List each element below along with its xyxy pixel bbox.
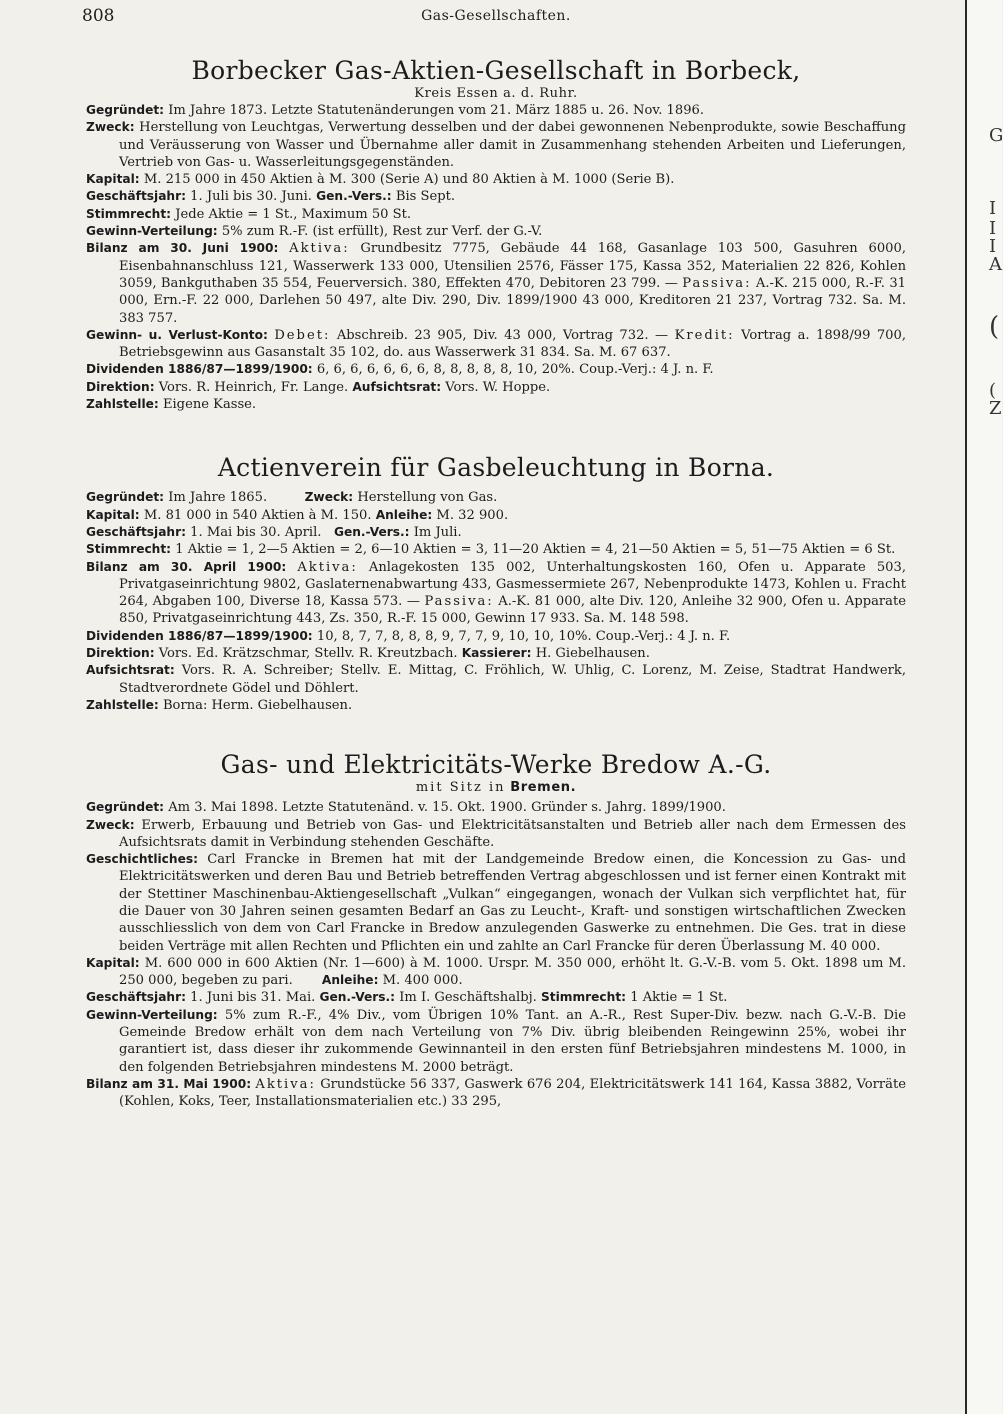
balance-sheet-line: Bilanz am 30. Juni 1900: Aktiva: Grundbesitz 7775, Gebäude 44 168, Gasanlage 103 500, Gasuhren 6000, Eisenbahnanschluss 121, Wasserwerk 133 000, Utensilien 2576, Fässer 175, Kassa 352, Materialien 22 826, Kohlen 3059, Bankguthaben 35 554, Feuerversich. 380, Effekten 470, Debitoren 23 799. — Passiva: A.-K. 215 000, R.-F. 31 000, Ern.-F. 22 000, Darlehen 50 497, alte Div. 290, Div. 1899/1900 43 000, Kreditoren 21 237, Vortrag 732. Sa. M. 383 757. <box>86 241 906 326</box>
capital-line: Kapital: M. 215 000 in 450 Aktien à M. 300 (Serie A) und 80 Aktien à M. 1000 (Serie B). <box>86 172 675 188</box>
capital-line: Kapital: M. 81 000 in 540 Aktien à M. 150. Anleihe: M. 32 900. <box>86 507 509 523</box>
edge-glyph: ( <box>989 380 997 401</box>
founded-line: Gegründet: Im Jahre 1873. Letzte Statutenänderungen vom 21. März 1885 u. 26. Nov. 1896. <box>86 103 705 118</box>
company-entry-borbeck <box>86 56 906 413</box>
history-line: Geschichtliches: Carl Francke in Bremen hat mit der Landgemeinde Bredow einen, die Koncession zu Gas- und Elektricitätswerken und deren Bau und Betrieb betreffenden Vertrag abgeschlossen und ist ferner einen Kontrakt mit der Stettiner Maschinenbau-Aktiengesellschaft „Vulkan“ eingegangen, wonach der Vulkan sich verpflichtet hat, für die Dauer von 30 Jahren seinen gesamten Bedarf an Gas zu Leucht-, Kraft- und sonstigen wirtschaftlichen Zwecken ausschliesslich von dem von Carl Francke in Bredow anzulegenden Gaswerke zu entnehmen. Die Ges. trat in diese beiden Verträge mit allen Rechten und Pflichten ein und zahlte an Carl Francke für deren Überlassung M. 40 000. <box>86 852 906 954</box>
management-line: Direktion: Vors. Ed. Krätzschmar, Stellv. R. Kreutzbach. Kassierer: H. Giebelhausen. <box>86 646 650 662</box>
voting-line: Stimmrecht: Jede Aktie = 1 St., Maximum 50 St. <box>86 206 412 222</box>
voting-line: Stimmrecht: 1 Aktie = 1, 2—5 Aktien = 2, 6—10 Aktien = 3, 11—20 Aktien = 4, 21—50 Aktien = 5, 51—75 Aktien = 6 St. <box>86 542 896 558</box>
document-page <box>82 0 907 1111</box>
balance-sheet-line: Bilanz am 30. April 1900: Aktiva: Anlagekosten 135 002, Unterhaltungskosten 160, Ofen u. Apparate 503, Privatgaseinrichtung 9802, Gaslaternenabwartung 433, Gasmessermiete 267, Nebenprodukte 1473, Kohlen u. Fracht 264, Abgaben 100, Diverse 18, Kassa 573. — Passiva: A.-K. 81 000, alte Div. 120, Anleihe 32 900, Ofen u. Apparate 850, Privatgaseinrichtung 443, Zs. 350, R.-F. 15 000, Gewinn 17 933. Sa. M. 148 598. <box>86 559 906 627</box>
profit-distribution-line: Gewinn-Verteilung: 5% zum R.-F. (ist erfüllt), Rest zur Verf. der G.-V. <box>86 224 543 240</box>
company-title: Actienverein für Gasbeleuchtung in Borna. <box>217 453 775 483</box>
founded-line: Gegründet: Am 3. Mai 1898. Letzte Statutenänd. v. 15. Okt. 1900. Gründer s. Jahrg. 1899/1900. <box>86 800 726 816</box>
purpose-line: Zweck: Herstellung von Leuchtgas, Verwertung desselben und der dabei gewonnenen Nebenprodukte, sowie Beschaffung und Veräusserung von Wasser und Übernahme aller damit in Zusammenhang stehenden Arbeiten und Lieferungen, Vertrieb von Gas- u. Wasserleitungsgegenständen. <box>86 120 906 170</box>
dividends-line: Dividenden 1886/87—1899/1900: 10, 8, 7, 7, 8, 8, 8, 9, 7, 7, 9, 10, 10, 10%. Coup.-Verj.: 4 J. n. F. <box>86 628 731 644</box>
founded-line: Gegründet: Im Jahre 1865. Zweck: Herstellung von Gas. <box>86 490 498 506</box>
edge-glyph: A <box>989 254 1002 275</box>
supervisory-board-line: Aufsichtsrat: Vors. R. A. Schreiber; Stellv. E. Mittag, C. Fröhlich, W. Uhlig, C. Lorenz, M. Zeise, Stadtrat Handwerk, Stadtverordnete Gödel und Döhlert. <box>86 663 906 696</box>
running-title: Gas-Gesellschaften. <box>421 8 571 24</box>
capital-line: Kapital: M. 600 000 in 600 Aktien (Nr. 1—600) à M. 1000. Urspr. M. 350 000, erhöht lt. G.-V.-B. vom 5. Okt. 1898 um M. 250 000, begeben zu pari. Anleihe: M. 400 000. <box>86 955 906 989</box>
profit-loss-line: Gewinn- u. Verlust-Konto: Debet: Abschreib. 23 905, Div. 43 000, Vortrag 732. — Kredit: Vortrag a. 1898/99 700, Betriebsgewinn aus Gasanstalt 35 102, do. aus Wasserwerk 31 834. Sa. M. 67 637. <box>86 327 907 361</box>
edge-glyph: Z <box>989 398 1002 419</box>
edge-glyph: I <box>989 236 997 257</box>
dividends-line: Dividenden 1886/87—1899/1900: 6, 6, 6, 6, 6, 6, 6, 8, 8, 8, 8, 8, 10, 20%. Coup.-Verj.: 4 J. n. F. <box>86 362 714 378</box>
company-entry-bredow <box>86 750 906 1110</box>
paying-agent-line: Zahlstelle: Eigene Kasse. <box>86 397 257 413</box>
balance-sheet-line: Bilanz am 31. Mai 1900: Aktiva: Grundstücke 56 337, Gaswerk 676 204, Elektricitätswerk 141 164, Kassa 3882, Vorräte (Kohlen, Koks, Teer, Installationsmaterialien etc.) 33 295, <box>86 1076 906 1110</box>
edge-glyph: G <box>989 125 1003 146</box>
edge-glyph: I <box>989 218 997 239</box>
adjacent-page-edge <box>965 0 1002 1414</box>
purpose-line: Zweck: Erwerb, Erbauung und Betrieb von Gas- und Elektricitätsanstalten und Betrieb aller nach dem Ermessen des Aufsichtsrats damit in Verbindung stehenden Geschäfte. <box>86 817 906 850</box>
company-entry-borna <box>86 453 906 714</box>
company-title: Gas- und Elektricitäts-Werke Bredow A.-G. <box>220 750 772 780</box>
fiscal-year-line: Geschäftsjahr: 1. Juni bis 31. Mai. Gen.-Vers.: Im I. Geschäftshalbj. Stimmrecht: 1 Aktie = 1 St. <box>86 990 728 1006</box>
page-number: 808 <box>82 6 115 26</box>
fiscal-year-line: Geschäftsjahr: 1. Mai bis 30. April. Gen.-Vers.: Im Juli. <box>86 524 462 540</box>
paying-agent-line: Zahlstelle: Borna: Herm. Giebelhausen. <box>86 697 353 713</box>
fiscal-year-line: Geschäftsjahr: 1. Juli bis 30. Juni. Gen.-Vers.: Bis Sept. <box>86 189 456 205</box>
management-line: Direktion: Vors. R. Heinrich, Fr. Lange. Aufsichtsrat: Vors. W. Hoppe. <box>86 379 551 395</box>
edge-glyph: I <box>989 198 997 219</box>
running-header <box>82 6 906 32</box>
company-location: mit Sitz in Bremen. <box>415 780 577 796</box>
profit-distribution-line: Gewinn-Verteilung: 5% zum R.-F., 4% Div., vom Übrigen 10% Tant. an A.-R., Rest Super-Div. bezw. nach G.-V.-B. Die Gemeinde Bredow erhält von dem nach Verteilung von 7% Div. übrig bleibenden Reingewinn 25%, wobei ihr garantiert ist, dass dieser ihr zukommende Gewinnanteil in den ersten fünf Betriebsjahren mindestens M. 1000, in den folgenden Betriebsjahren mindestens M. 2000 beträgt. <box>86 1007 906 1075</box>
edge-glyph: ( <box>989 312 1000 342</box>
company-location: Kreis Essen a. d. Ruhr. <box>414 86 578 101</box>
company-title: Borbecker Gas-Aktien-Gesellschaft in Borbeck, <box>191 56 801 85</box>
